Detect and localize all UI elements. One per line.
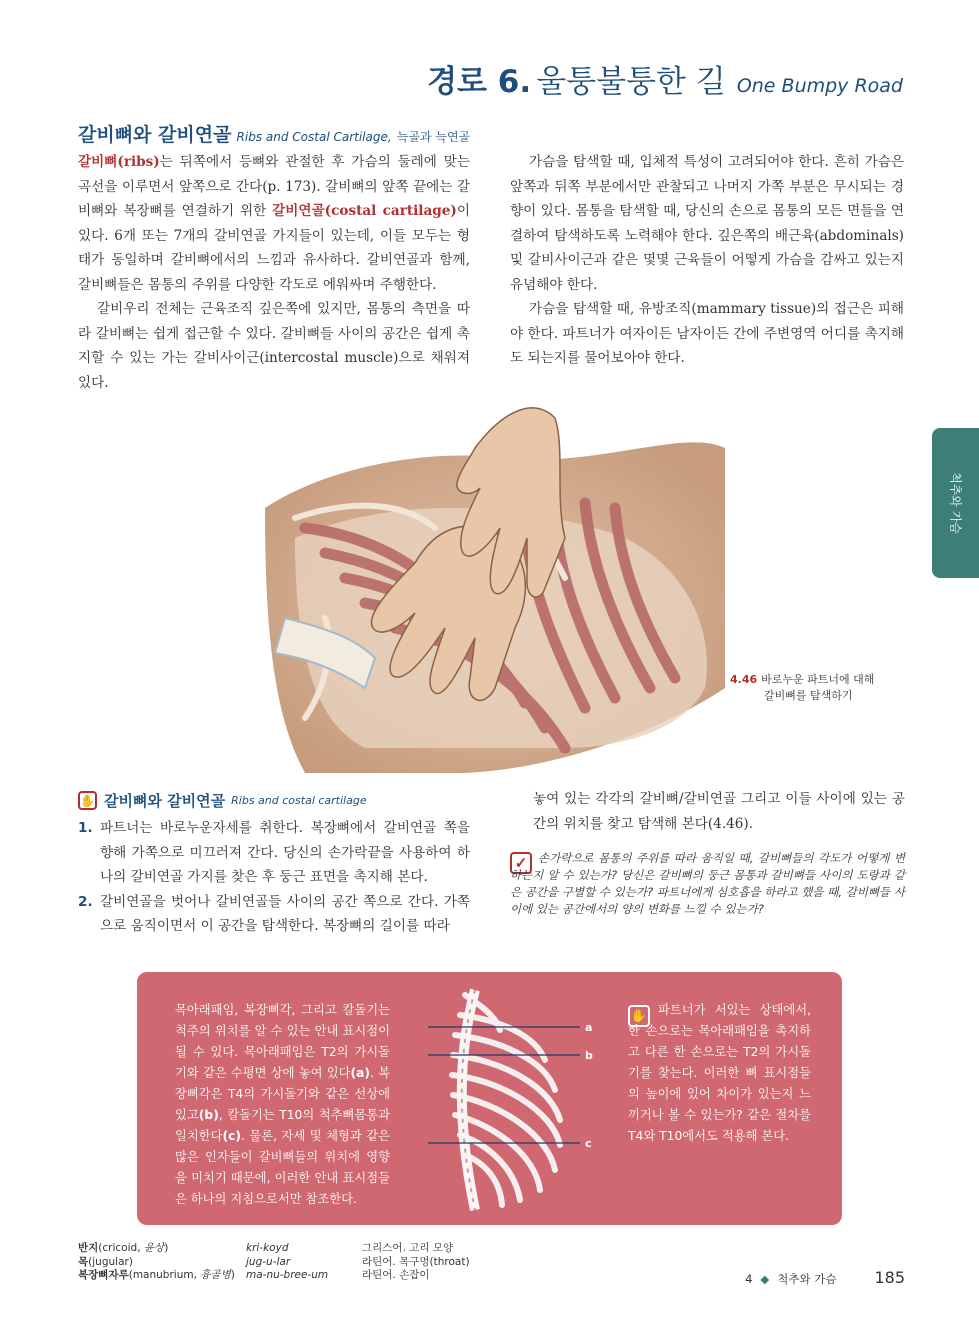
- route-title-korean: 울퉁불퉁한 길: [536, 64, 726, 100]
- left-paragraph-1: [78, 150, 470, 297]
- glossary-origin: 라틴어. 목구멍(throat): [362, 1255, 470, 1268]
- palpation-title-english: Ribs and costal cartilage: [231, 794, 367, 807]
- footer-glossary: [78, 1242, 512, 1283]
- step-1: [78, 816, 470, 890]
- step-text: 갈비연골을 벗어나 갈비연골들 사이의 공간 쪽으로 간다. 가쪽으로 움직이면서 이 공간을 탐색한다. 복장뼈의 길이를 따라: [100, 893, 470, 934]
- route-title-english: One Bumpy Road: [736, 75, 903, 97]
- glossary-pronunciation: kri-koyd: [246, 1242, 289, 1254]
- landmark-tag-a: (a): [350, 1066, 370, 1080]
- chapter-side-tab: [932, 428, 979, 578]
- route-prefix: 경로 6.: [427, 64, 532, 100]
- glossary-alt: 흉골병: [200, 1269, 231, 1281]
- page-footer: [745, 1268, 905, 1287]
- glossary-latin: jugular: [92, 1255, 129, 1268]
- landmark-text-a: 목아래패임, 복장뼈각, 그리고 칼돌기는 척주의 위치를 알 수 있는 안내 표시점이 될 수 있다. 목아래패임은 T2의 가시돌기와 같은 수평면 상에 놓여 있다: [175, 1003, 390, 1080]
- right-column: [510, 150, 904, 371]
- left-paragraph-2: 갈비우리 전체는 근육조직 깊은쪽에 있지만, 몸통의 측면을 따라 갈비뼈는 쉽게 접근할 수 있다. 갈비뼈들 사이의 공간은 쉽게 촉지할 수 있는 가는 갈비사이근(intercostal muscle)으로 채워져 있다.: [78, 301, 470, 391]
- section-heading: [78, 120, 470, 147]
- route-title: [427, 56, 903, 101]
- term-costal-cartilage: 갈비연골(costal cartilage): [272, 203, 457, 219]
- landmark-text-c: , 칼돌기는 T10의 척추뼈몸통과 일치한다: [175, 1108, 390, 1143]
- landmark-box-left-text: [175, 1000, 390, 1210]
- diamond-icon: ◆: [760, 1272, 770, 1286]
- term-ribs: 갈비뼈(ribs): [78, 154, 160, 170]
- left-p1-text-a: 는 뒤쪽에서 등뼈와 관절한 후 가슴의 둘레에 맞는 곡선을 이루면서 앞쪽으로 간다(p. 173). 갈비뼈의 앞쪽 끝에는 갈비뼈와 복장뼈를 연결하기 위한: [78, 154, 470, 219]
- glossary-row: 반지(cricoid, 윤상) kri-koyd 그리스어. 고리 모양: [78, 1242, 512, 1256]
- palpation-heading: [78, 790, 367, 811]
- check-icon: ✓: [510, 852, 532, 874]
- right-paragraph-1: 가슴을 탐색할 때, 입체적 특성이 고려되어야 한다. 흔히 가슴은 앞쪽과 뒤쪽 부분에서만 관찰되고 나머지 가쪽 부분은 무시되는 경향이 있다. 몸통을 탐색할 때, 당신의 손으로 몸통의 모든 면들을 연결하여 탐색하도록 노력해야 한다. 깊은쪽의 배근육(abdominals) 및 갈비사이근과 같은 몇몇 근육들이 어떻게 가슴을 감싸고 있는지 유념해야 한다.: [510, 154, 904, 293]
- landmark-tag-c: (c): [222, 1129, 242, 1143]
- hand-icon: ✋: [78, 791, 97, 810]
- palpation-steps: [78, 816, 470, 939]
- section-title-english: Ribs and Costal Cartilage,: [236, 130, 392, 144]
- glossary-origin: 그리스어. 고리 모양: [362, 1242, 454, 1254]
- chapter-title: 척추와 가슴: [777, 1272, 837, 1286]
- glossary-origin: 라틴어. 손잡이: [362, 1269, 430, 1281]
- figure-number: 4.46: [730, 673, 758, 686]
- landmark-text-b: . 복장뼈각은 T4의 가시돌기와 같은 선상에 있고: [175, 1066, 390, 1122]
- check-question-text: 손가락으로 몸통의 주위를 따라 움직일 때, 갈비뼈들의 각도가 어떻게 변하는지 알 수 있는가? 당신은 갈비뼈의 둥근 몸통과 갈비뼈들 사이의 도랑과 같은 공간을 구별할 수 있는가? 파트너에게 심호흡을 하라고 했을 때, 갈비뼈들 사이에 있는 공간에서의 양의 변화를 느낄 수 있는가?: [510, 851, 905, 916]
- glossary-row: 복장뼈자루(manubrium, 흉골병) ma-nu-bree-um 라틴어. 손잡이: [78, 1269, 512, 1283]
- glossary-row: 목(jugular) jug-u-lar 라틴어. 목구멍(throat): [78, 1256, 512, 1270]
- landmark-text-d: . 물론, 자세 및 체형과 같은 많은 인자들이 갈비뼈들의 위치에 영향을 미치기 때문에, 이러한 안내 표시점들은 하나의 지침으로서만 참조한다.: [175, 1129, 390, 1206]
- side-tab-label: 척추와 가슴: [948, 472, 962, 534]
- label-b: b: [585, 1049, 593, 1062]
- glossary-term: 반지: [78, 1242, 99, 1254]
- step-number: 1.: [78, 820, 93, 836]
- glossary-latin: manubrium: [132, 1269, 194, 1281]
- chapter-number: 4: [745, 1272, 753, 1286]
- landmark-right-text: 파트너가 서있는 상태에서, 한 손으로는 목아래패임을 촉지하고 다른 한 손으로는 T2의 가시돌기를 찾는다. 이러한 뼈 표시점들의 높이에 있어 차이가 있는지 느끼거나 볼 수 있는가? 같은 절차를 T4와 T10에서도 적용해 본다.: [628, 1003, 811, 1143]
- glossary-term: 복장뼈자루: [78, 1269, 129, 1281]
- step-2: [78, 890, 470, 939]
- right-paragraph-2: 가슴을 탐색할 때, 유방조직(mammary tissue)의 접근은 피해야 한다. 파트너가 여자이든 남자이든 간에 주변영역 어디를 촉지해도 되는지를 물어보아야 한다.: [510, 301, 904, 366]
- step-number: 2.: [78, 893, 93, 910]
- glossary-pronunciation: jug-u-lar: [246, 1255, 291, 1268]
- palpation-title-korean: 갈비뼈와 갈비연골: [104, 792, 226, 810]
- glossary-alt: 윤상: [143, 1242, 165, 1254]
- label-c: c: [585, 1137, 592, 1150]
- glossary-pronunciation: ma-nu-bree-um: [246, 1269, 329, 1281]
- glossary-latin: cricoid: [102, 1242, 138, 1254]
- ribcage-side-illustration: [420, 985, 605, 1215]
- landmark-tag-b: (b): [198, 1108, 219, 1122]
- rib-palpation-illustration: [265, 388, 725, 773]
- section-title-korean: 갈비뼈와 갈비연골: [78, 124, 232, 146]
- landmark-box-right-text: [628, 1000, 811, 1147]
- step-text: 파트너는 바로누운자세를 취한다. 복장뼈에서 갈비연골 쪽을 향해 가쪽으로 미끄러져 간다. 당신의 손가락끝을 사용하여 하나의 갈비연골 가지를 찾은 후 둥근 표면을 촉지해 본다.: [100, 820, 470, 885]
- page-number: 185: [874, 1268, 905, 1287]
- figure-caption-line2: 갈비뼈를 탐색하기: [764, 689, 853, 702]
- label-a: a: [585, 1021, 593, 1034]
- figure-caption: [730, 672, 874, 704]
- section-title-hanja: 늑골과 늑연골: [396, 130, 471, 144]
- glossary-term: 목: [78, 1255, 89, 1268]
- hand-icon: ✋: [628, 1005, 650, 1027]
- left-p1-text-b: 이 있다. 6개 또는 7개의 갈비연골 가지들이 있는데, 이들 모두는 형태가 동일하며 갈비뼈에서의 느낌과 유사하다. 갈비연골과 함께, 갈비뼈들은 몸통의 주위를 다양한 각도로 에워싸며 주행한다.: [78, 203, 471, 293]
- left-column: [78, 150, 470, 395]
- figure-caption-line1: 바로누운 파트너에 대해: [761, 673, 875, 686]
- step-2-continued: 놓여 있는 각각의 갈비뼈/갈비연골 그리고 이들 사이에 있는 공간의 위치를 찾고 탐색해 본다(4.46).: [533, 791, 905, 832]
